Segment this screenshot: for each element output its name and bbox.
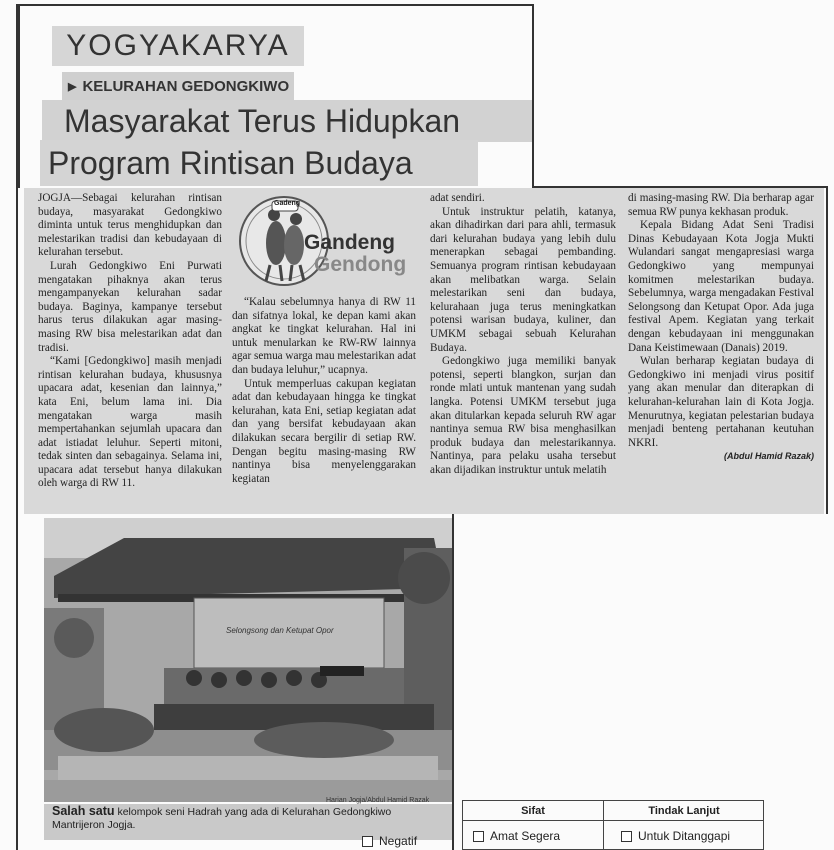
- stage-scene-image: [44, 518, 452, 802]
- section-kicker: [62, 72, 294, 100]
- logo-badge-text: Gadeng: [274, 200, 301, 207]
- disposition-table: [462, 800, 764, 850]
- option-untuk-ditanggapi-label: Untuk Ditanggapi: [638, 829, 731, 843]
- col1-paragraph: Lurah Gedongkiwo Eni Purwati mengatakan pihaknya akan terus mengampanyekan kelurahan sadar budaya. Baginya, kampanye tersebut harus terus dilakukan agar masing-masing RW bisa melestarikan adat dan tradisi.: [38, 259, 222, 354]
- checkbox-icon[interactable]: [473, 831, 484, 842]
- col3-paragraph: adat sendiri.: [430, 192, 485, 204]
- headline-line-1: Masyarakat Terus Hidupkan: [42, 100, 532, 142]
- col3-paragraph: Gedongkiwo juga memiliki banyak potensi, seperti blangkon, surjan dan ronde mlati untuk mantenan yang sudah langka. Potensi UMKM tersebut juga akan ditularkan kepada seluruh RW agar nantinya semua RW bisa menghasilkan produk budaya dan melestarikannya. Nantinya, para pelaku usaha tersebut akan dijadikan instruktur untuk melatih: [430, 355, 616, 476]
- col4-paragraph: Wulan berharap kegiatan budaya di Gedongkiwo ini menjadi virus positif yang akan menular dan diterapkan di kelurahan-kelurahan lain di Kota Jogja. Menurutnya, kegiatan pelestarian budaya menjadi benteng pertahanan keutuhan NKRI.: [628, 355, 814, 449]
- header-sifat: Sifat: [463, 801, 603, 821]
- clipping-outline-mid: [452, 512, 454, 850]
- checkbox-icon[interactable]: [362, 836, 373, 847]
- article-byline: (Abdul Hamid Razak): [723, 451, 814, 462]
- article-column-3: [430, 192, 616, 510]
- caption-text: kelompok seni Hadrah yang ada di Kelurahan Gedongkiwo Mantrijeron Jogja.: [52, 806, 392, 831]
- checkbox-icon[interactable]: [621, 831, 632, 842]
- article-column-1: [38, 192, 222, 510]
- col4-paragraph: Kepala Bidang Adat Seni Tradisi Dinas Kebudayaan Kota Jogja Mukti Wulandari sangat mengapresiasi warga Gedongkiwo yang mempunyai komitmen melestarikan budaya. Sebelumnya, warga mengadakan Festival Selongsong dan Ketupat Opor. Ada juga festival Apem. Kegiatan yang terkait dengan kebudayaan ini menggunakan Dana Keistimewaan (Danais) 2019.: [628, 219, 814, 354]
- col2-paragraph: “Kalau sebelumnya hanya di RW 11 dan sifatnya lokal, ke depan kami akan angkat ke tingkat kelurahan. Hal ini untuk menularkan ke RW-RW lainnya agar semua warga mau melestarikan adat dan budaya leluhur,” ucapnya.: [232, 296, 416, 376]
- article-column-4: [628, 192, 814, 510]
- option-negatif-label: Negatif: [379, 834, 418, 848]
- clipping-outline-left: [16, 4, 18, 850]
- col1-paragraph: “Kami [Gedongkiwo] masih menjadi rintisan kelurahan budaya, khususnya upacara adat, kesenian dan lainnya,” kata Eni, belum lama ini. Dia mengatakan warga masih mempertahankan sejumlah upacara dan adat istiadat leluhur. Seperti mitoni, tedak sinten dan sebagainya. Selama ini, upacara adat tersebut hanya dilakukan oleh warga di RW 11.: [38, 355, 222, 490]
- col3-paragraph: Untuk instruktur pelatih, katanya, akan dihadirkan dari para ahli, termasuk dari kelurahan budaya yang lebih dulu menerapkan sebagai pembanding. Semuanya program rintisan kebudayaan akan melibatkan warga. Selain melestarikan seni dan budaya, kelurahaan juga terus meningkatkan potensi warisan budaya, kuliner, dan UMKM sebagai sebuah Kelurahan Budaya.: [430, 205, 616, 354]
- col2-paragraph: Untuk memperluas cakupan kegiatan adat dan kebudayaan hingga ke tingkat kelurahan, kata Eni, setiap kegiatan adat dan yang bersifat kebudayaan akan dilakukan secara bergilir di setiap RW. Dengan begitu masing-masing RW nantinya bisa menyelenggarakan kegiatan: [232, 377, 416, 485]
- option-amat-segera-label: Amat Segera: [490, 829, 561, 843]
- option-amat-segera[interactable]: [473, 829, 560, 843]
- col1-paragraph: JOGJA—Sebagai kelurahan rintisan budaya, masyarakat Gedongkiwo diminta untuk terus menghidupkan dan melestarikan tradisi dan kebudayaan di kelurahan tersebut.: [38, 192, 222, 259]
- gandeng-gendong-logo: [232, 195, 412, 287]
- option-untuk-ditanggapi[interactable]: [621, 829, 730, 843]
- logo-word-gandeng: Gandeng: [304, 231, 396, 254]
- kicker-text: KELURAHAN GEDONGKIWO: [82, 77, 290, 95]
- option-negatif[interactable]: [362, 834, 417, 848]
- caption-lead: Salah satu: [52, 804, 115, 818]
- headline-line-2: Program Rintisan Budaya: [40, 140, 478, 186]
- article-column-2: [232, 296, 416, 510]
- header-tindak-lanjut: Tindak Lanjut: [604, 801, 764, 821]
- logo-word-gendong: Gendong: [314, 253, 407, 276]
- photo-banner-text: Selongsong dan Ketupat Opor: [226, 626, 334, 635]
- masthead-logo: YOGYAKARYA: [52, 26, 304, 66]
- col4-paragraph: di masing-masing RW. Dia berharap agar semua RW punya kekhasan produk.: [628, 192, 814, 218]
- clipping-outline-right-edge: [826, 186, 828, 514]
- event-photo: [44, 518, 452, 802]
- photo-credit: Harian Jogja/Abdul Hamid Razak: [326, 797, 430, 804]
- play-arrow-icon: ▶: [68, 80, 77, 93]
